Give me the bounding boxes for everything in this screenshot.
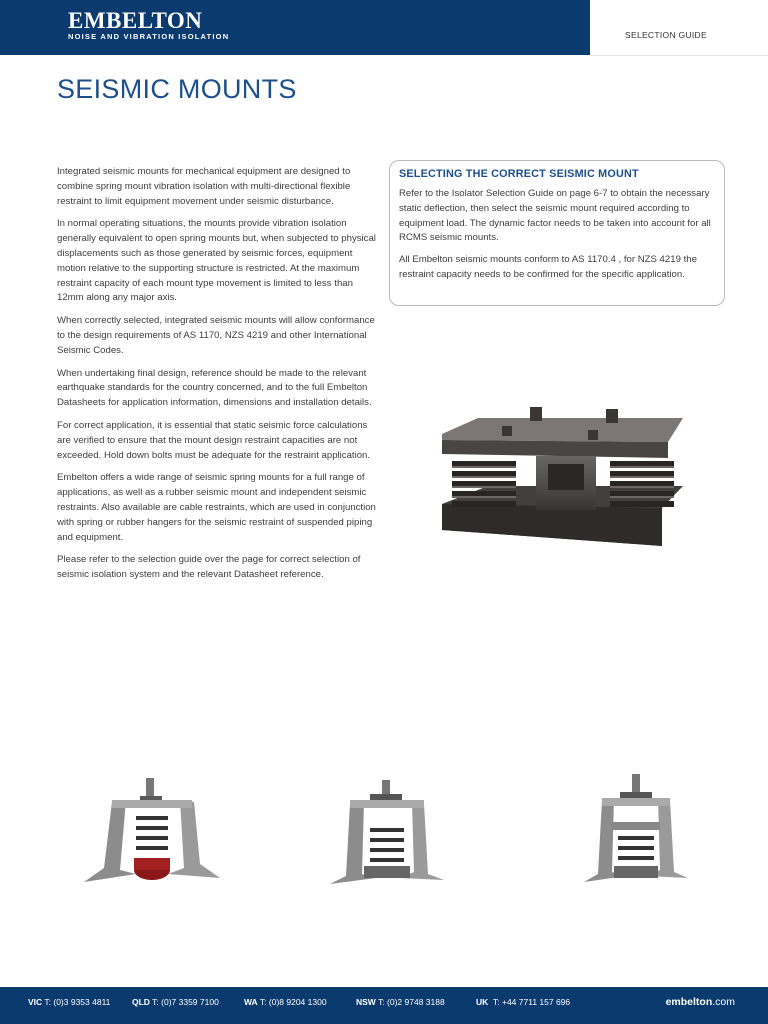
footer-office-qld: QLD T: (0)7 3359 7100 xyxy=(132,997,219,1007)
page-title: SEISMIC MOUNTS xyxy=(57,74,297,104)
selection-guide-label: SELECTION GUIDE xyxy=(625,30,707,40)
footer-bar xyxy=(0,987,768,1024)
body-paragraph: When undertaking final design, reference should be made to the relevant earthquake standards for the country concerned, and to the full Embelton Datasheets for application information, dimensions and installation details. xyxy=(57,367,372,409)
header-right-panel xyxy=(590,0,768,56)
large-seismic-mount-image xyxy=(438,404,686,554)
callout-paragraph: Refer to the Isolator Selection Guide on page 6-7 to obtain the necessary static deflection, then select the seismic mount required according to equipment load. The dynamic factor needs to be taken into account for all RCMS seismic mounts. xyxy=(399,188,711,244)
brand-tagline: NOISE AND VIBRATION ISOLATION xyxy=(68,32,230,41)
body-paragraph: Integrated seismic mounts for mechanical equipment are designed to combine spring mount vibration isolation with multi-directional flexible restraint to limit equipment movement under seismic disturbance. xyxy=(57,166,351,207)
body-paragraph: In normal operating situations, the mounts provide vibration isolation generally equivalent to open spring mounts but, when subjected to physical displacements such as those generated by seismic forces, equipment motion relative to the supporting structure is restricted. At the maximum restraint capacity of each mount type movement is limited to less than 12mm along any major axis. xyxy=(57,218,376,304)
footer-office-vic: VIC T: (0)3 9353 4811 xyxy=(28,997,111,1007)
footer-office-nsw: NSW T: (0)2 9748 3188 xyxy=(356,997,445,1007)
footer-website-link[interactable]: embelton.com xyxy=(665,996,735,1008)
seismic-mount-image-2 xyxy=(328,780,446,890)
selection-callout-box xyxy=(389,160,725,306)
callout-heading: SELECTING THE CORRECT SEISMIC MOUNT xyxy=(399,168,639,180)
seismic-mount-image-3 xyxy=(582,774,690,888)
body-paragraph: When correctly selected, integrated seismic mounts will allow conformance to the design requirements of AS 1170, NZS 4219 and other International Seismic Codes. xyxy=(57,315,375,356)
header-bar xyxy=(0,0,590,55)
callout-paragraph: All Embelton seismic mounts conform to AS 1170.4 , for NZS 4219 the restraint capacity needs to be confirmed for the specific application. xyxy=(399,254,697,280)
seismic-mount-image-1 xyxy=(82,778,222,888)
body-paragraph: Embelton offers a wide range of seismic spring mounts for a full range of applications, as well as a rubber seismic mount and independent seismic restraints. Also available are cable restraints, which are used in conjunction with spring or rubber hangers for the seismic restraint of suspended piping and equipment. xyxy=(57,472,376,543)
brand-logo: EMBELTON xyxy=(68,8,203,33)
body-paragraph: Please refer to the selection guide over the page for correct selection of seismic isolation system and the relevant Datasheet reference. xyxy=(57,554,361,581)
body-paragraph: For correct application, it is essential that static seismic force calculations are verified to ensure that the mount design restraint capacities are not exceeded. Hold down bolts must be adequate for the restraint application. xyxy=(57,419,371,461)
footer-office-uk: UK T: +44 7711 157 696 xyxy=(476,997,571,1007)
footer-office-wa: WA T: (0)8 9204 1300 xyxy=(244,997,327,1007)
body-column xyxy=(57,165,377,591)
